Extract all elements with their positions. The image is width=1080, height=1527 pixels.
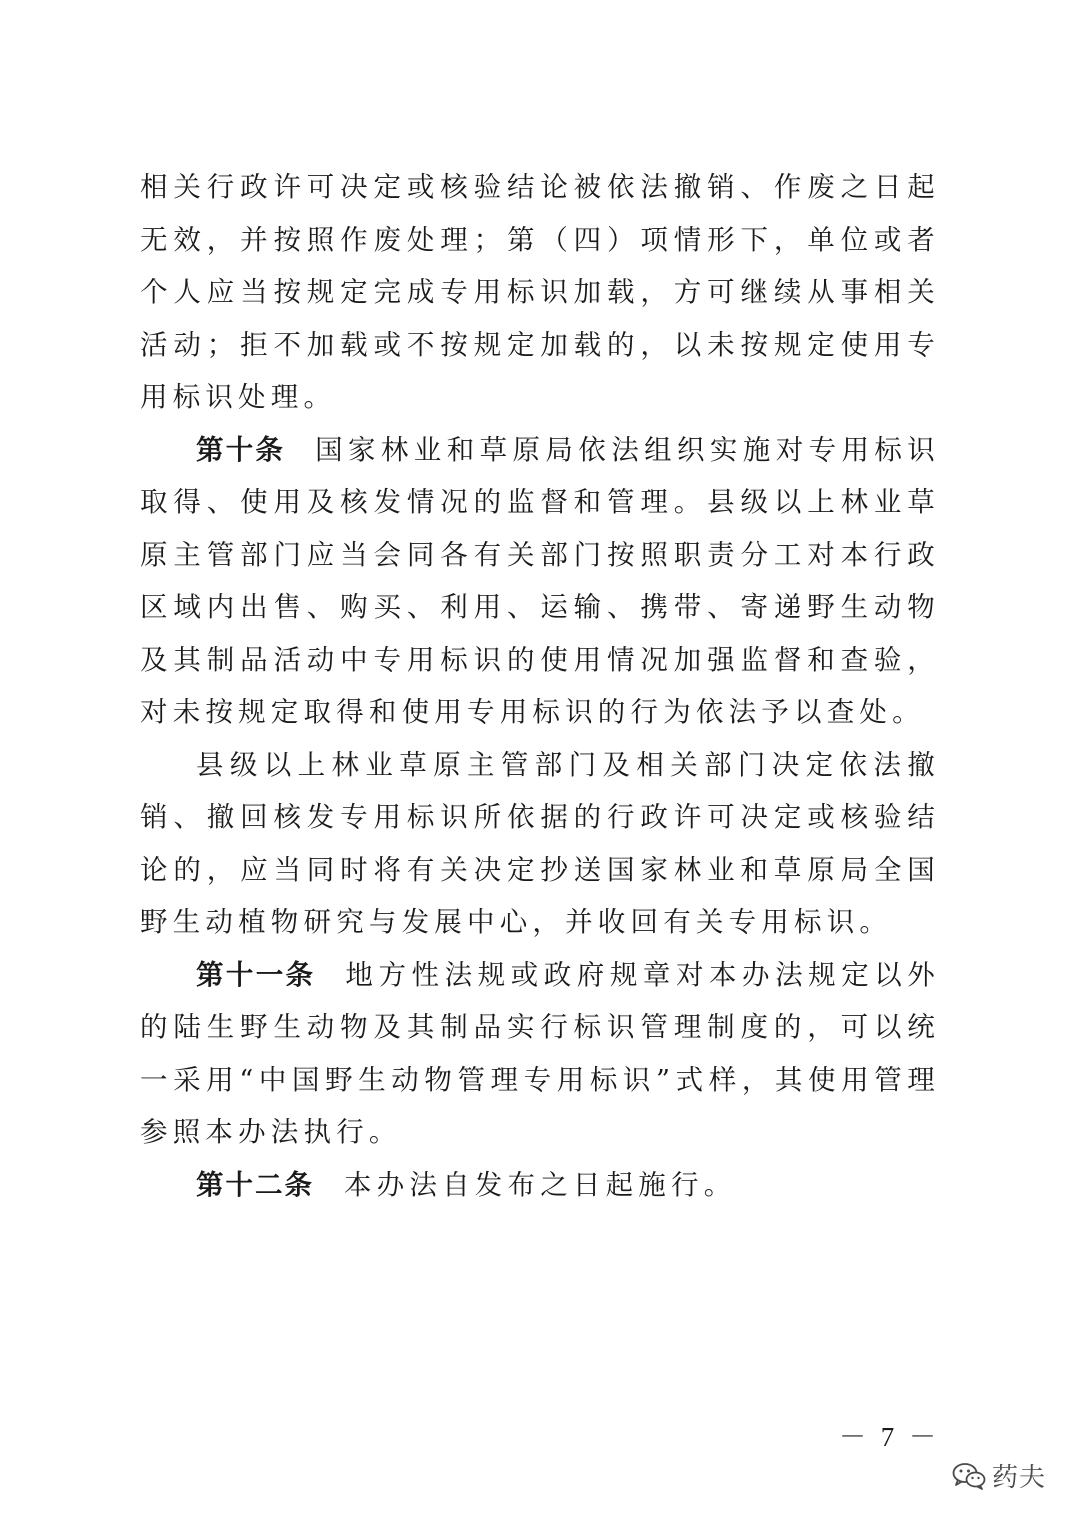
watermark xyxy=(952,1457,1046,1494)
document-body xyxy=(140,161,940,1211)
article-heading: 第十二条 xyxy=(196,1168,314,1201)
paragraph-continuation xyxy=(140,161,940,424)
article-10-paragraph-2 xyxy=(140,739,940,949)
article-heading: 第十条 xyxy=(196,433,286,466)
article-text: 本办法自发布之日起施行。 xyxy=(344,1168,737,1201)
article-10 xyxy=(140,424,940,739)
page-number: － 7 － xyxy=(839,1422,940,1452)
watermark-text: 药夫 xyxy=(991,1463,1046,1493)
paragraph-text: 相关行政许可决定或核验结论被依法撤销、作废之日起无效，并按照作废处理；第（四）项情形下，单位或者个人应当按规定完成专用标识加载，方可继续从事相关活动；拒不加载或不按规定加载的，以未按规定使用专用标识处理。 xyxy=(140,171,940,413)
paragraph-text: 县级以上林业草原主管部门及相关部门决定依法撤销、撤回核发专用标识所依据的行政许可决定或核验结论的，应当同时将有关决定抄送国家林业和草原局全国野生动植物研究与发展中心，并收回有关专用标识。 xyxy=(140,748,940,938)
wechat-icon xyxy=(952,1462,986,1490)
article-11 xyxy=(140,949,940,1159)
article-text: 地方性法规或政府规章对本办法规定以外的陆生野生动物及其制品实行标识管理制度的，可以统一采用“中国野生动物管理专用标识”式样，其使用管理参照本办法执行。 xyxy=(140,958,941,1148)
article-text: 国家林业和草原局依法组织实施对专用标识取得、使用及核发情况的监督和管理。县级以上林业草原主管部门应当会同各有关部门按照职责分工对本行政区域内出售、购买、利用、运输、携带、寄递野生动物及其制品活动中专用标识的使用情况加强监督和查验，对未按规定取得和使用专用标识的行为依法予以查处。 xyxy=(140,433,940,728)
article-heading: 第十一条 xyxy=(196,958,316,991)
article-12 xyxy=(140,1159,940,1212)
